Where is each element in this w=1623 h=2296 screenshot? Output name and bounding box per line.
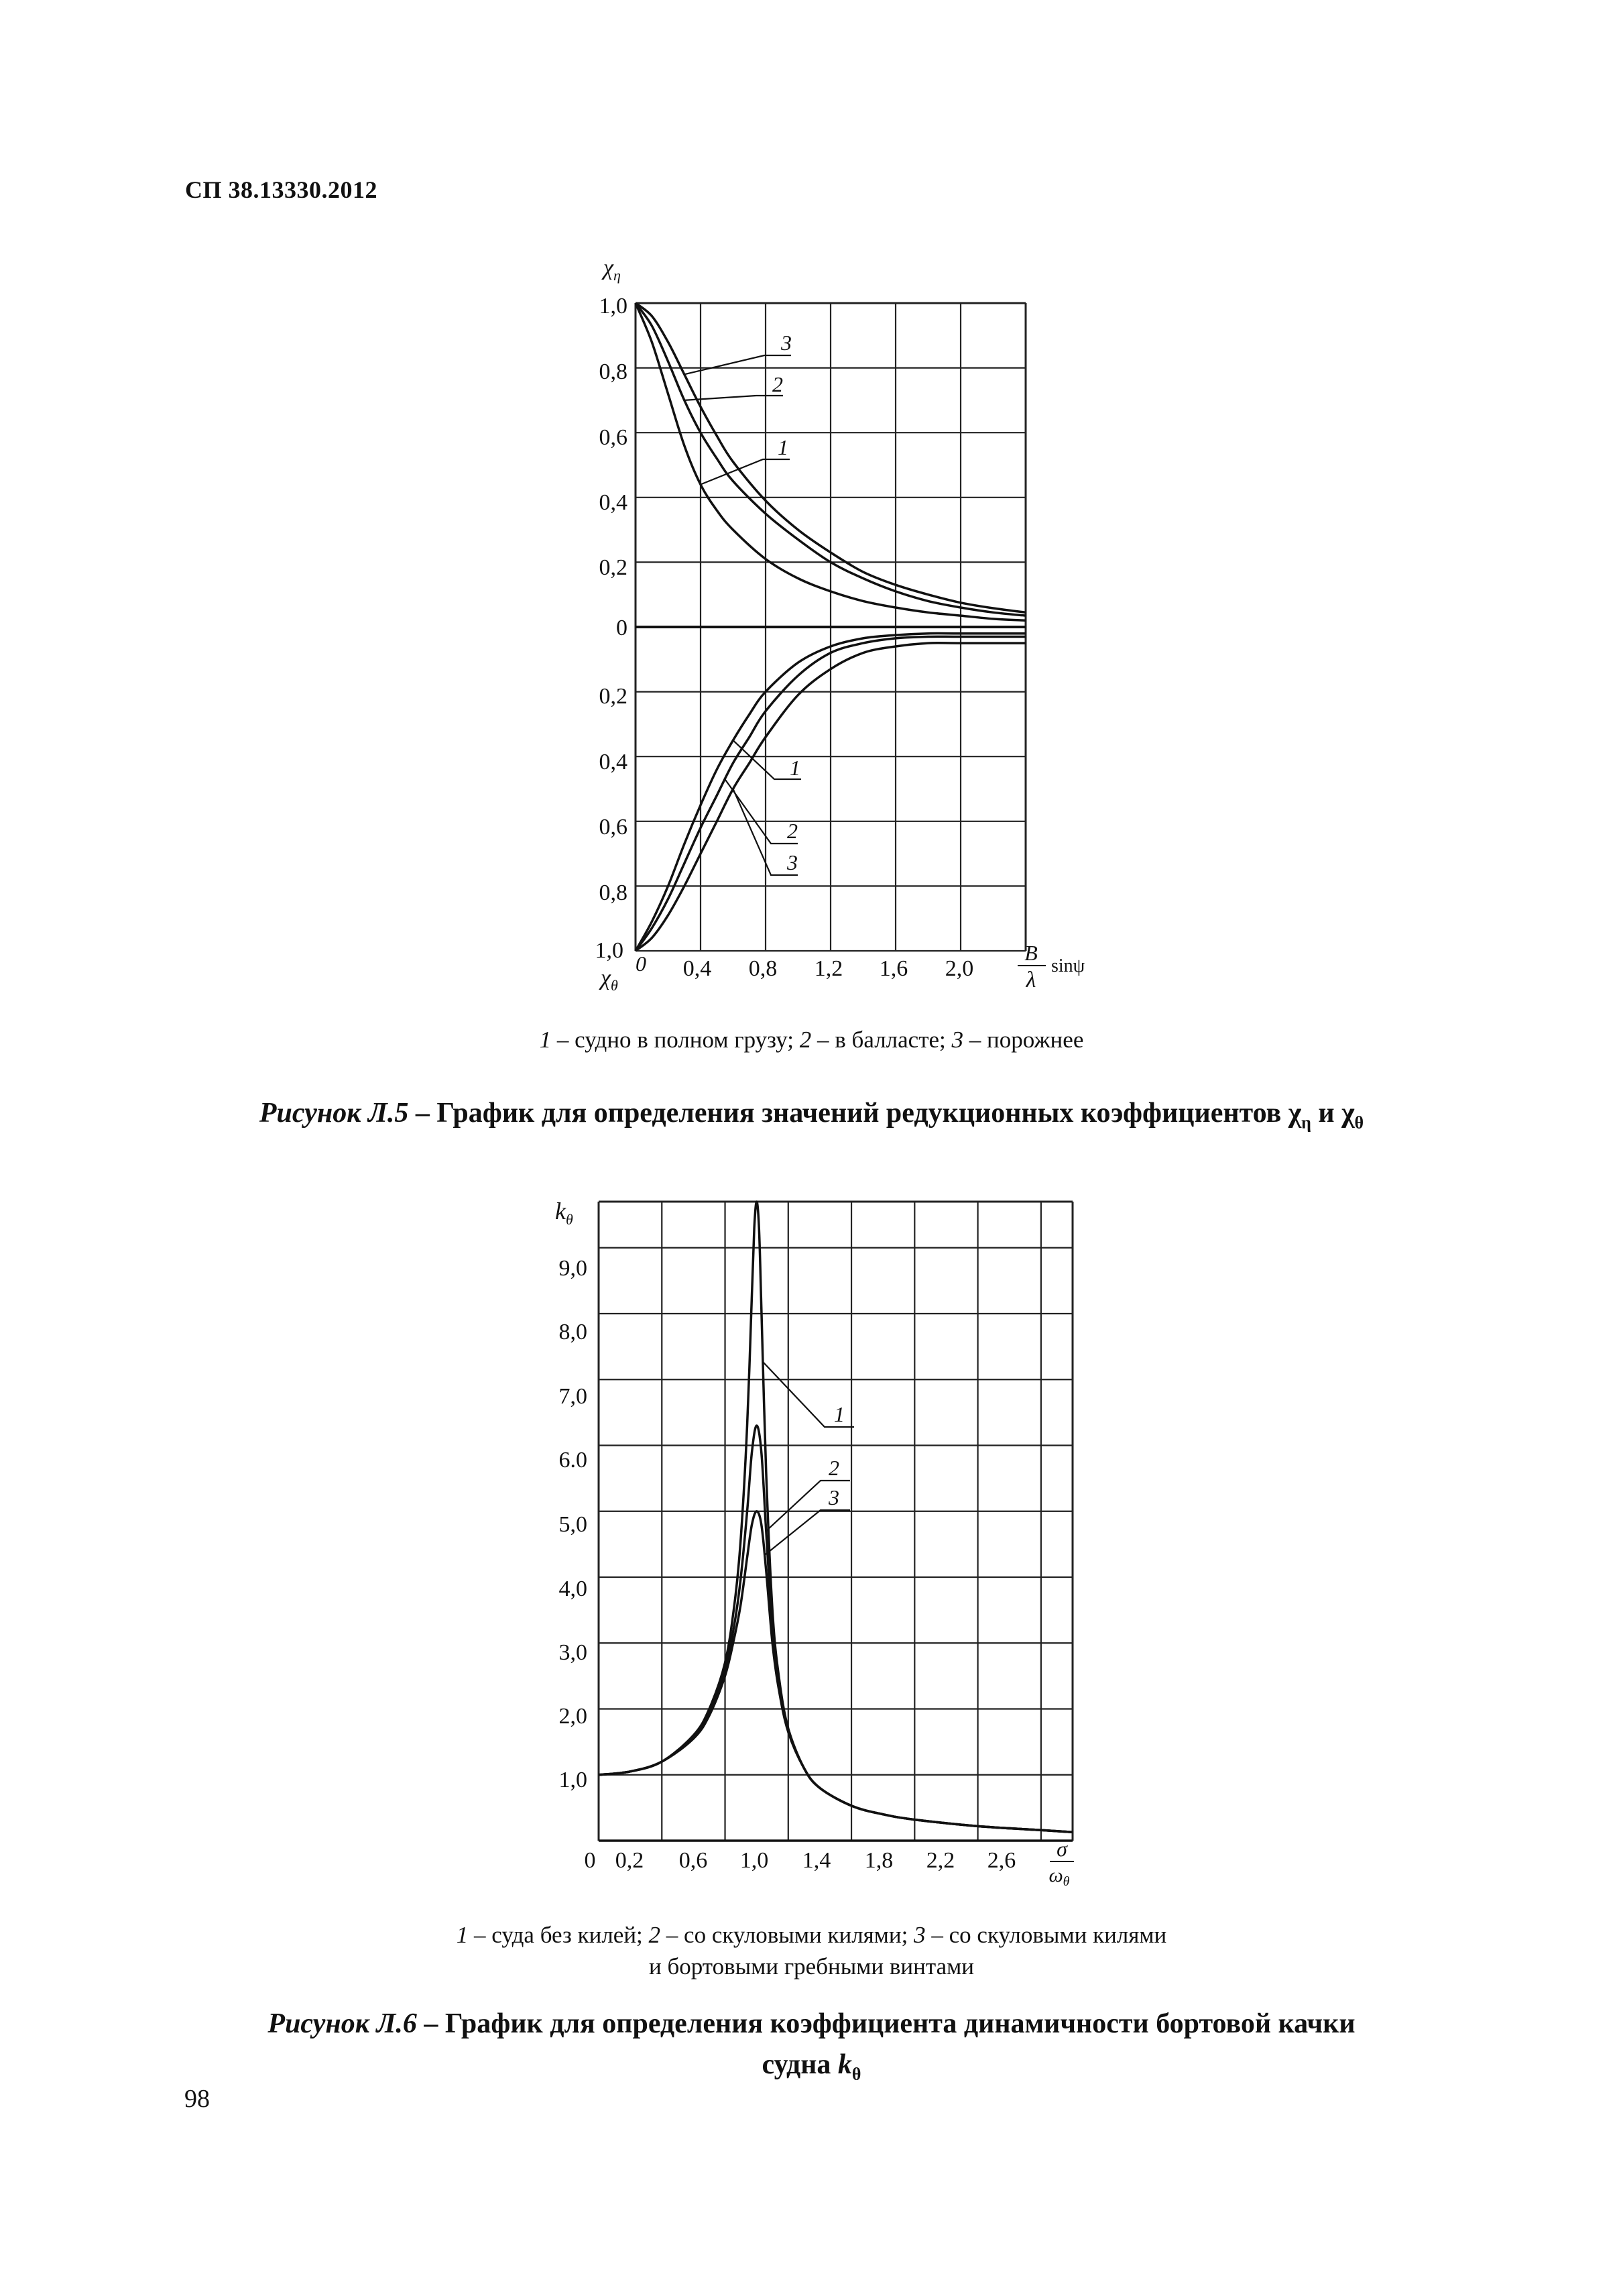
document-code: СП 38.13330.2012 (185, 176, 377, 203)
chart-dynamic-coefficient (550, 1180, 1126, 1891)
page-number: 98 (184, 2085, 210, 2113)
chart-reduction-coefficients (556, 248, 1120, 992)
chart2-grid (599, 1202, 1073, 1841)
svg-text:sinψ: sinψ (1051, 956, 1085, 976)
chart2-xtick: 0 (584, 1848, 596, 1873)
chart1-ytick-upper: 0,2 (599, 555, 627, 580)
chart2-series-label-3: 3 (829, 1485, 839, 1509)
chart1-ylabel-lower: $\chi_\theta$ (601, 966, 618, 992)
chart2-ytick: 4,0 (558, 1576, 587, 1601)
svg-text:λ: λ (1026, 968, 1036, 992)
chart2-xtick: 1,0 (739, 1848, 769, 1873)
chart1-ytick-lower: 0,2 (599, 684, 627, 709)
chart2-xtick: 2,2 (926, 1848, 955, 1873)
chart1-upper-label-1: 1 (778, 435, 788, 459)
chart2-ytick: 8,0 (558, 1320, 587, 1344)
chart2-ytick: 1,0 (558, 1768, 587, 1792)
chart1-ylabel-upper: $\chi_\eta$ (603, 255, 621, 284)
svg-text:ωθ: $\omega_\theta$ (1048, 1864, 1070, 1889)
chart2-ytick: 2,0 (558, 1704, 587, 1729)
chart2-xtick: 1,8 (864, 1848, 894, 1873)
chart1-ytick-lower: 0,6 (599, 815, 627, 840)
chart1-xtick: 1,6 (879, 956, 908, 981)
chart2-ytick: 3,0 (558, 1640, 587, 1665)
chart2-series-label-2: 2 (829, 1456, 839, 1480)
chart1-xtick: 1,2 (814, 956, 843, 981)
chart1-leader-upper-1 (701, 459, 790, 484)
chart2-ytick: 6.0 (558, 1448, 587, 1473)
chart1-xtick: 0,4 (682, 956, 712, 981)
chart2-curve-3 (599, 1511, 1073, 1832)
chart1-ytick-lower: 0,8 (599, 880, 627, 905)
chart1-xtick: 2,0 (945, 956, 974, 981)
chart2-curves (599, 1202, 1073, 1832)
chart1-leader-upper-2 (684, 396, 783, 400)
chart1-lower-label-2: 2 (787, 819, 798, 843)
chart2-curve-1 (599, 1202, 1073, 1832)
figure6-legend: 1 – суда без килей; 2 – со скуловыми килями; 3 – со скуловыми килями и бортовыми гребными винтами (456, 1922, 1167, 1980)
svg-text:B: B (1024, 941, 1038, 965)
chart2-xlabel (1048, 1837, 1074, 1889)
chart1-xlabel (1018, 941, 1085, 992)
chart1-xtick: 0 (636, 952, 646, 976)
chart1-lower-label-1: 1 (790, 756, 800, 780)
chart1-ytick-lower: 0,4 (599, 750, 627, 774)
chart1-ytick-upper: 0,4 (599, 490, 627, 515)
chart1-upper-label-2: 2 (772, 372, 783, 396)
chart1-ytick-upper: 0,6 (599, 425, 627, 450)
chart2-ytick: 7,0 (558, 1384, 587, 1409)
chart2-ytick: 5,0 (558, 1512, 587, 1537)
chart1-ytick-upper: 0,8 (599, 359, 627, 384)
chart1-ytick-lower: 1,0 (595, 938, 623, 963)
figure6-caption: Рисунок Л.6 – График для определения коэффициента динамичности бортовой качки судна $k_\theta$ (267, 2008, 1356, 2084)
chart2-xtick: 0,6 (678, 1848, 708, 1873)
chart2-ytick: 9,0 (558, 1256, 587, 1281)
svg-text:σ: σ (1057, 1837, 1067, 1861)
chart2-ylabel: $k_\theta$ (555, 1198, 573, 1228)
chart2-leader-3 (764, 1510, 850, 1555)
chart1-lower-label-3: 3 (787, 850, 798, 874)
chart2-xtick: 1,4 (802, 1848, 831, 1873)
chart1-ytick-upper: 1,0 (599, 294, 627, 319)
chart1-upper-label-3: 3 (781, 331, 792, 355)
chart1-xtick: 0,8 (748, 956, 778, 981)
chart2-series-label-1: 1 (834, 1402, 845, 1426)
chart2-leaders (763, 1362, 854, 1555)
chart1-ytick-upper: 0 (616, 616, 627, 640)
figure5-caption: Рисунок Л.5 – График для определения значений редукционных коэффициентов $\chi_\eta$ и $\chi_\theta$ (259, 1098, 1364, 1133)
chart2-xtick: 0,2 (615, 1848, 644, 1873)
figure5-legend: 1 – судно в полном грузу; 2 – в балласте; 3 – порожнее (539, 1027, 1084, 1053)
chart2-xtick: 2,6 (987, 1848, 1016, 1873)
